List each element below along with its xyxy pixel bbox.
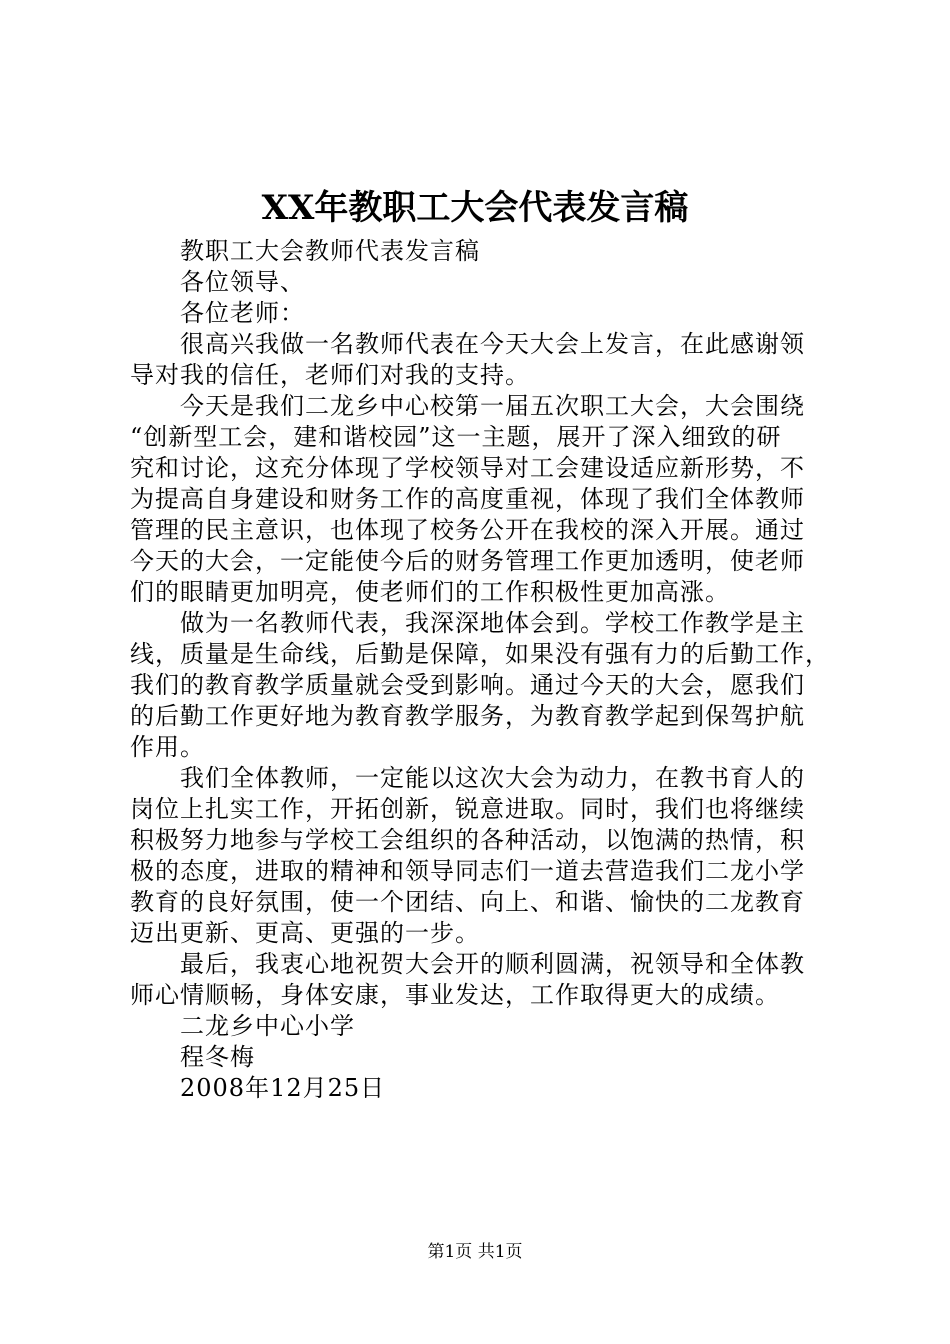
text-line: 教育的良好氛围，使一个团结、向上、和谐、愉快的二龙教育 [130,888,805,916]
text-line: 做为一名教师代表，我深深地体会到。学校工作教学是主 [180,609,805,637]
text-line: 教职工大会教师代表发言稿 [180,237,480,265]
text-line: 我们的教育教学质量就会受到影响。通过今天的大会，愿我们 [130,671,805,699]
text-line: 作用。 [130,733,205,761]
text-line: 我们全体教师，一定能以这次大会为动力，在教书育人的 [180,764,805,792]
text-line: 管理的民主意识，也体现了校务公开在我校的深入开展。通过 [130,516,805,544]
signature-name: 程冬梅 [180,1043,255,1071]
text-line: 们的眼睛更加明亮，使老师们的工作积极性更加高涨。 [130,578,730,606]
text-line: 今天的大会，一定能使今后的财务管理工作更加透明，使老师 [130,547,805,575]
text-line: 极的态度，进取的精神和领导同志们一道去营造我们二龙小学 [130,857,805,885]
text-line: 为提高自身建设和财务工作的高度重视，体现了我们全体教师 [130,485,805,513]
text-line: 最后，我衷心地祝贺大会开的顺利圆满，祝领导和全体教 [180,950,805,978]
text-line: 今天是我们二龙乡中心校第一届五次职工大会，大会围绕 [180,392,805,420]
signature-school: 二龙乡中心小学 [180,1012,355,1040]
text-line: 线，质量是生命线，后勤是保障，如果没有强有力的后勤工作， [130,640,830,668]
text-line: 很高兴我做一名教师代表在今天大会上发言，在此感谢领 [180,330,805,358]
document-body [130,236,830,1104]
text-line: 究和讨论，这充分体现了学校领导对工会建设适应新形势，不 [130,454,805,482]
text-line: 各位领导、 [180,268,305,296]
text-line: 迈出更新、更高、更强的一步。 [130,919,480,947]
text-line: “创新型工会，建和谐校园”这一主题，展开了深入细致的研 [130,423,782,451]
text-line: 导对我的信任，老师们对我的支持。 [130,361,530,389]
text-line: 岗位上扎实工作，开拓创新，锐意进取。同时，我们也将继续 [130,795,805,823]
text-line: 各位老师： [180,299,305,327]
page-footer: 第1页 共1页 [427,1242,523,1262]
text-line: 积极努力地参与学校工会组织的各种活动，以饱满的热情，积 [130,826,805,854]
signature-date: 2008年12月25日 [180,1074,386,1102]
text-line: 的后勤工作更好地为教育教学服务，为教育教学起到保驾护航 [130,702,805,730]
document-title: XX年教职工大会代表发言稿 [261,188,689,228]
text-line: 师心情顺畅，身体安康，事业发达，工作取得更大的成绩。 [130,981,780,1009]
